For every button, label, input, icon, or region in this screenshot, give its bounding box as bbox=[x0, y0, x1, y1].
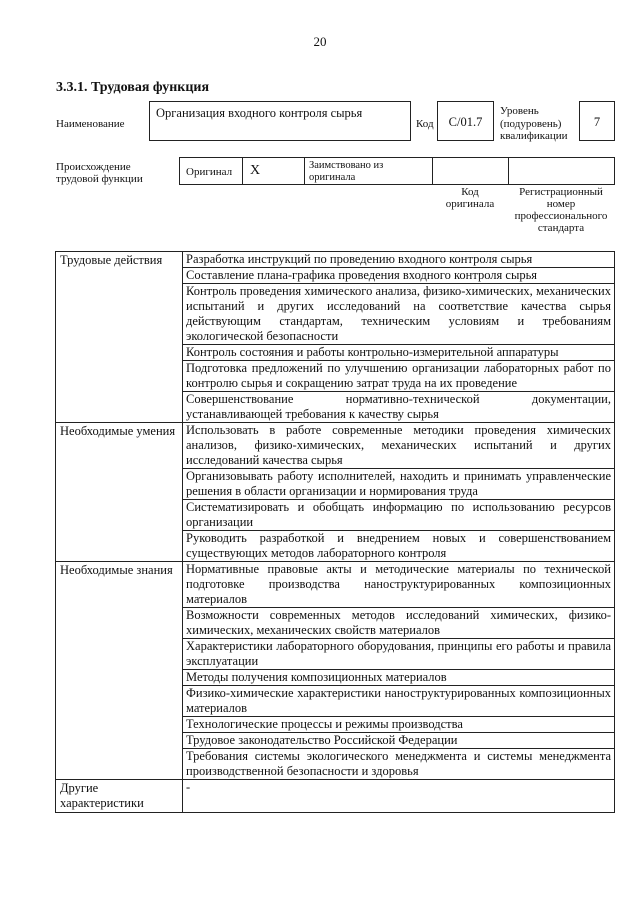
table-cell: Характеристики лабораторного оборудования, принципы его работы и правила эксплуатации bbox=[183, 639, 615, 670]
table-cell: Совершенствование нормативно-технической документации, устанавливающей требования к качеству сырья bbox=[183, 392, 615, 423]
table-cell: Систематизировать и обобщать информацию по использованию ресурсов организации bbox=[183, 500, 615, 531]
table-cell: Составление плана-графика проведения входного контроля сырья bbox=[183, 268, 615, 284]
page-number: 20 bbox=[313, 34, 327, 49]
category-labor-actions: Трудовые действия bbox=[56, 252, 183, 423]
table-row bbox=[56, 562, 615, 608]
reg-number-label-4: стандарта bbox=[537, 222, 585, 234]
category-other: Другие характеристики bbox=[56, 780, 183, 813]
borrowed-label-1: Заимствовано из bbox=[309, 160, 384, 171]
table-cell: Методы получения композиционных материалов bbox=[183, 670, 615, 686]
function-name-field: Организация входного контроля сырья bbox=[149, 101, 411, 141]
original-label: Оригинал bbox=[186, 166, 233, 178]
reg-number-label-1: Регистрационный bbox=[519, 186, 603, 198]
level-label-2: (подуровень) bbox=[500, 118, 562, 130]
level-label-1: Уровень bbox=[500, 105, 539, 117]
table-cell: Разработка инструкций по проведению входного контроля сырья bbox=[183, 252, 615, 268]
category-knowledge: Необходимые знания bbox=[56, 562, 183, 780]
origin-label-2: трудовой функции bbox=[56, 173, 143, 185]
origin-label-1: Происхождение bbox=[56, 161, 131, 173]
level-label-3: квалификации bbox=[500, 130, 568, 142]
section-title: 3.3.1. Трудовая функция bbox=[56, 80, 210, 95]
table-cell: Организовывать работу исполнителей, находить и принимать управленческие решения в области организации и нормирования труда bbox=[183, 469, 615, 500]
table-cell: - bbox=[183, 780, 615, 813]
table-cell: Руководить разработкой и внедрением новых и совершенствованием существующих методов лабораторного контроля bbox=[183, 531, 615, 562]
table-cell: Трудовое законодательство Российской Федерации bbox=[183, 733, 615, 749]
table-row bbox=[56, 252, 615, 268]
reg-number-label-3: профессионального bbox=[514, 210, 608, 222]
code-original-label-2: оригинала bbox=[445, 198, 495, 210]
table-cell: Использовать в работе современные методики проведения химических анализов, физико-химических, механических испытаний и других исследований качества сырья bbox=[183, 423, 615, 469]
table-cell: Контроль состояния и работы контрольно-измерительной аппаратуры bbox=[183, 345, 615, 361]
table-cell: Возможности современных методов исследований химических, физико-химических, механических свойств материалов bbox=[183, 608, 615, 639]
table-cell: Подготовка предложений по улучшению организации лабораторных работ по контролю сырья и сокращению затрат труда на их проведение bbox=[183, 361, 615, 392]
table-cell: Требования системы экологического менеджмента и системы менеджмента производственной безопасности и здоровья bbox=[183, 749, 615, 780]
divider bbox=[242, 158, 243, 184]
code-label: Код bbox=[416, 118, 434, 130]
divider bbox=[508, 158, 509, 184]
category-skills: Необходимые умения bbox=[56, 423, 183, 562]
divider bbox=[304, 158, 305, 184]
table-cell: Контроль проведения химического анализа, физико-химических, механических испытаний и других исследований на соответствие качества сырья действующим стандартам, техническим условиям и требованиям экологической безопасности bbox=[183, 284, 615, 345]
table-cell: Физико-химические характеристики наноструктурированных композиционных материалов bbox=[183, 686, 615, 717]
code-field: C/01.7 bbox=[437, 101, 494, 141]
table-row bbox=[56, 780, 615, 813]
table-row bbox=[56, 423, 615, 469]
borrowed-label-2: оригинала bbox=[309, 172, 356, 183]
reg-number-label-2: номер bbox=[546, 198, 576, 210]
function-table bbox=[55, 251, 615, 813]
divider bbox=[432, 158, 433, 184]
origin-table bbox=[179, 157, 615, 185]
level-field: 7 bbox=[579, 101, 615, 141]
code-original-label-1: Код bbox=[461, 186, 479, 198]
original-mark: X bbox=[250, 163, 261, 178]
table-cell: Технологические процессы и режимы производства bbox=[183, 717, 615, 733]
name-label: Наименование bbox=[56, 118, 125, 130]
table-cell: Нормативные правовые акты и методические материалы по технической подготовке производства наноструктурированных композиционных материалов bbox=[183, 562, 615, 608]
